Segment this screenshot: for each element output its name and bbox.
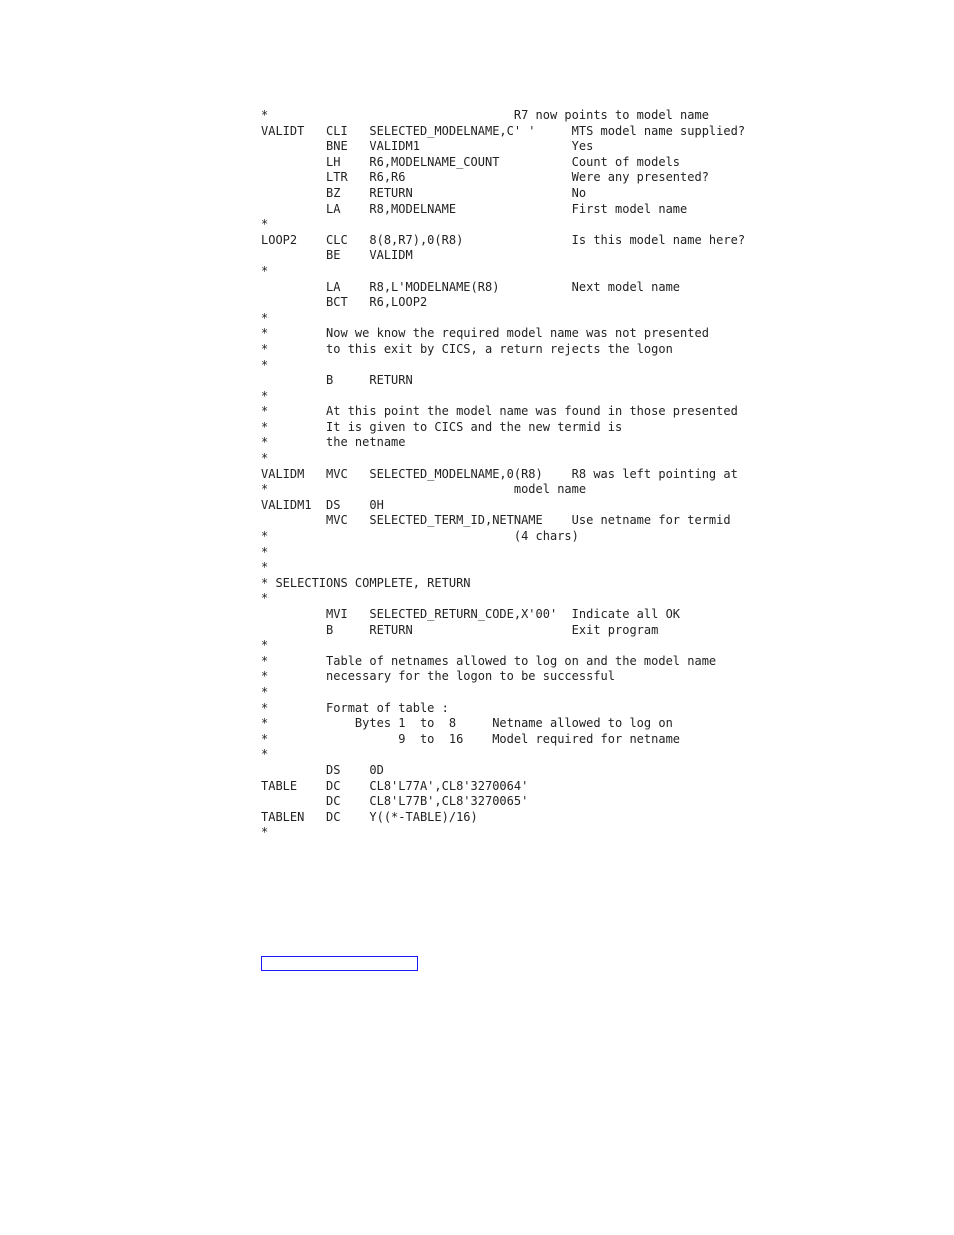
code-line: * It is given to CICS and the new termid is [261, 419, 623, 434]
code-line: DC CL8'L77B',CL8'3270065' [261, 794, 529, 809]
code-line: TABLE DC CL8'L77A',CL8'3270064' [261, 778, 529, 793]
code-line: * At this point the model name was found in those presented [261, 404, 738, 419]
code-line: * Table of netnames allowed to log on and the model name [261, 653, 717, 668]
code-line: * (4 chars) [261, 529, 579, 544]
code-line: VALIDT CLI SELECTED_MODELNAME,C' ' MTS model name supplied? [261, 123, 746, 138]
code-line: LH R6,MODELNAME_COUNT Count of models [261, 154, 681, 169]
code-line: * model name [261, 482, 587, 497]
code-line: BCT R6,LOOP2 [261, 295, 428, 310]
code-line: VALIDM1 DS 0H [261, 497, 384, 512]
code-line: * SELECTIONS COMPLETE, RETURN [261, 575, 471, 590]
code-line: BZ RETURN No [261, 185, 587, 200]
code-line: MVI SELECTED_RETURN_CODE,X'00' Indicate all OK [261, 607, 681, 621]
code-line: * [261, 591, 269, 606]
code-line: * R7 now points to model name [261, 108, 709, 122]
code-line: * [261, 747, 269, 762]
code-line: DS 0D [261, 762, 384, 777]
code-line: * [261, 451, 269, 466]
code-line: B RETURN [261, 373, 413, 388]
code-line: * Format of table : [261, 700, 449, 715]
assembler-code-listing [261, 108, 745, 841]
hyperlink-box[interactable] [261, 956, 418, 971]
code-line: * Bytes 1 to 8 Netname allowed to log on [261, 716, 673, 731]
code-line: B RETURN Exit program [261, 622, 659, 637]
code-line: * [261, 310, 269, 325]
code-line: LTR R6,R6 Were any presented? [261, 170, 709, 185]
code-line: * [261, 217, 269, 232]
code-line: TABLEN DC Y((*-TABLE)/16) [261, 809, 478, 824]
code-line: BNE VALIDM1 Yes [261, 139, 594, 154]
code-line: * necessary for the logon to be successful [261, 669, 616, 684]
code-line: * [261, 560, 269, 575]
code-line: * [261, 825, 269, 840]
code-line: BE VALIDM [261, 248, 413, 263]
code-line: * [261, 263, 269, 278]
code-line: MVC SELECTED_TERM_ID,NETNAME Use netname for termid [261, 513, 731, 528]
code-line: * [261, 544, 269, 559]
code-line: * [261, 638, 269, 653]
code-line: * [261, 357, 269, 372]
code-line: * [261, 684, 269, 699]
code-line: LA R8,MODELNAME First model name [261, 201, 688, 216]
code-line: * to this exit by CICS, a return rejects the logon [261, 341, 673, 356]
code-line: LOOP2 CLC 8(8,R7),0(R8) Is this model name here? [261, 232, 746, 247]
code-line: VALIDM MVC SELECTED_MODELNAME,0(R8) R8 was left pointing at [261, 466, 738, 481]
code-line: LA R8,L'MODELNAME(R8) Next model name [261, 279, 681, 294]
code-line: * [261, 388, 269, 403]
code-line: * Now we know the required model name was not presented [261, 326, 709, 341]
code-line: * 9 to 16 Model required for netname [261, 731, 681, 746]
code-line: * the netname [261, 435, 406, 450]
